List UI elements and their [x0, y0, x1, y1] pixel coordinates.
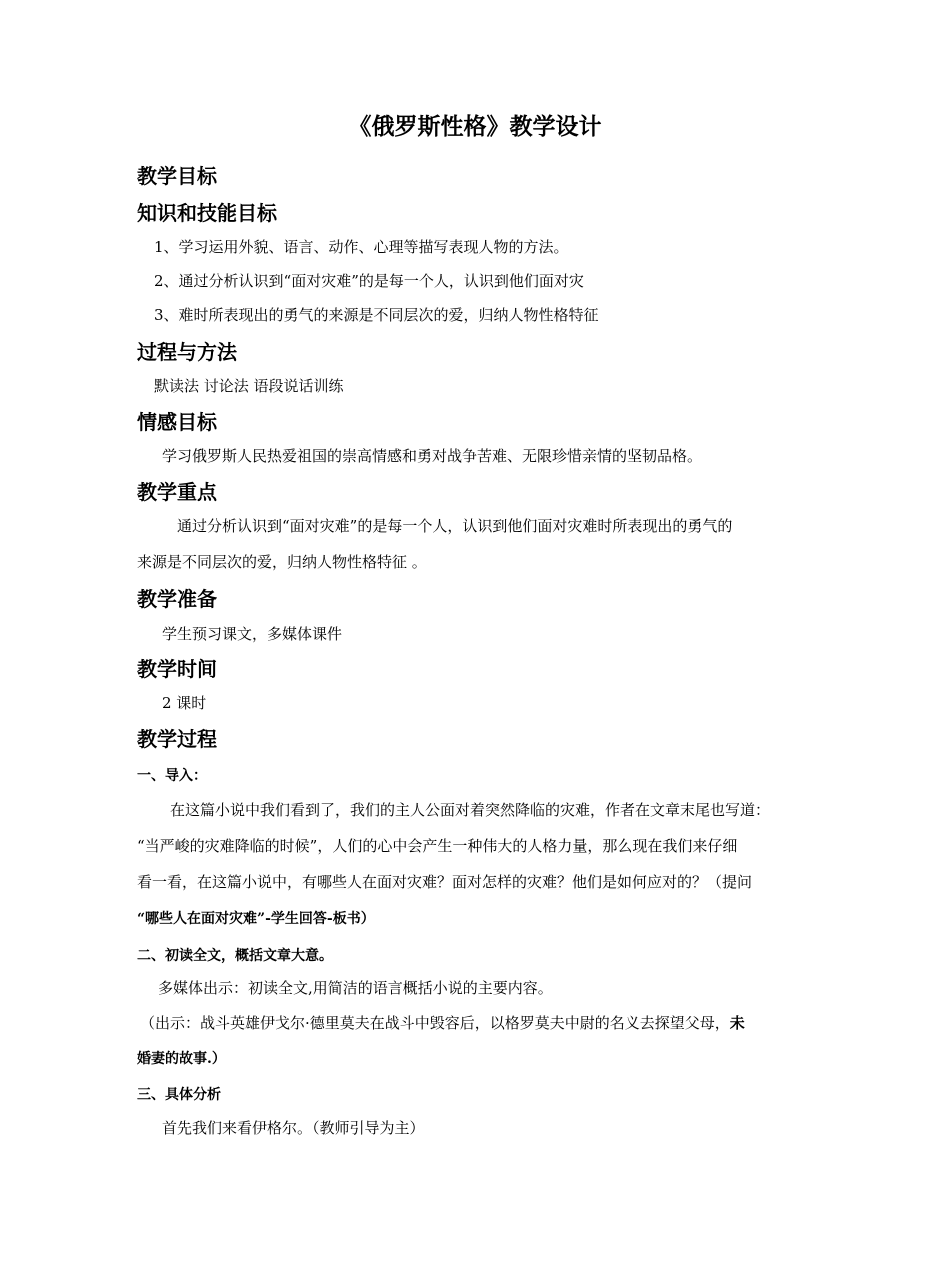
preparation-text: 学生预习课文，多媒体课件 — [162, 625, 343, 643]
heading-preparation: 教学准备 — [137, 587, 217, 611]
heading-key-points: 教学重点 — [137, 480, 217, 504]
heading-knowledge-skills: 知识和技能目标 — [137, 201, 277, 225]
emotion-goals-text: 学习俄罗斯人民热爱祖国的崇高情感和勇对战争苦难、无限珍惜亲情的坚韧品格。 — [162, 447, 703, 465]
objective-item-3: 3、难时所表现出的勇气的来源是不同层次的爱，归纳人物性格特征 — [154, 306, 599, 324]
part1-line-2: “当严峻的灾难降临的时候”，人们的心中会产生一种伟大的人格力量，那么现在我们来仔细 — [137, 837, 738, 855]
part1-line-3: 看一看，在这篇小说中，有哪些人在面对灾难？面对怎样的灾难？他们是如何应对的？（提问 — [137, 873, 753, 891]
part2-line-3: 婚妻的故事.） — [137, 1051, 226, 1067]
part1-heading: 一、导入： — [137, 768, 207, 784]
part2-line-2-regular: （出示：战斗英雄伊戈尔·德里莫夫在战斗中毁容后，以格罗莫夫中尉的名义去探望父母， — [140, 1014, 730, 1032]
part3-heading: 三、具体分析 — [137, 1087, 221, 1103]
part3-line-1: 首先我们来看伊格尔。（教师引导为主） — [162, 1119, 425, 1137]
document-title: 《俄罗斯性格》教学设计 — [348, 114, 602, 140]
part2-line-1: 多媒体出示：初读全文,用简洁的语言概括小说的主要内容。 — [158, 979, 553, 997]
part2-heading: 二、初读全文，概括文章大意。 — [137, 948, 333, 964]
part2-line-2 — [140, 1012, 745, 1033]
objective-item-1: 1、学习运用外貌、语言、动作、心理等描写表现人物的方法。 — [154, 238, 569, 256]
part1-line-4: “哪些人在面对灾难”-学生回答-板书） — [137, 911, 375, 927]
part1-line-1: 在这篇小说中我们看到了，我们的主人公面对着突然降临的灾难，作者在文章末尾也写道： — [170, 801, 771, 819]
heading-teaching-time: 教学时间 — [137, 657, 217, 681]
heading-teaching-process: 教学过程 — [137, 727, 217, 751]
part2-line-2-bold: 未 — [729, 1014, 745, 1032]
heading-teaching-objectives: 教学目标 — [137, 164, 217, 188]
heading-process-methods: 过程与方法 — [137, 340, 237, 364]
key-points-line-2: 来源是不同层次的爱，归纳人物性格特征 。 — [137, 553, 427, 571]
heading-emotion-goals: 情感目标 — [137, 410, 217, 434]
teaching-time-text: 2 课时 — [162, 694, 207, 712]
key-points-line-1: 通过分析认识到“面对灾难”的是每一个人，认识到他们面对灾难时所表现出的勇气的 — [177, 517, 733, 535]
objective-item-2: 2、通过分析认识到“面对灾难”的是每一个人，认识到他们面对灾 — [154, 272, 584, 290]
process-methods-text: 默读法 讨论法 语段说话训练 — [154, 377, 344, 395]
